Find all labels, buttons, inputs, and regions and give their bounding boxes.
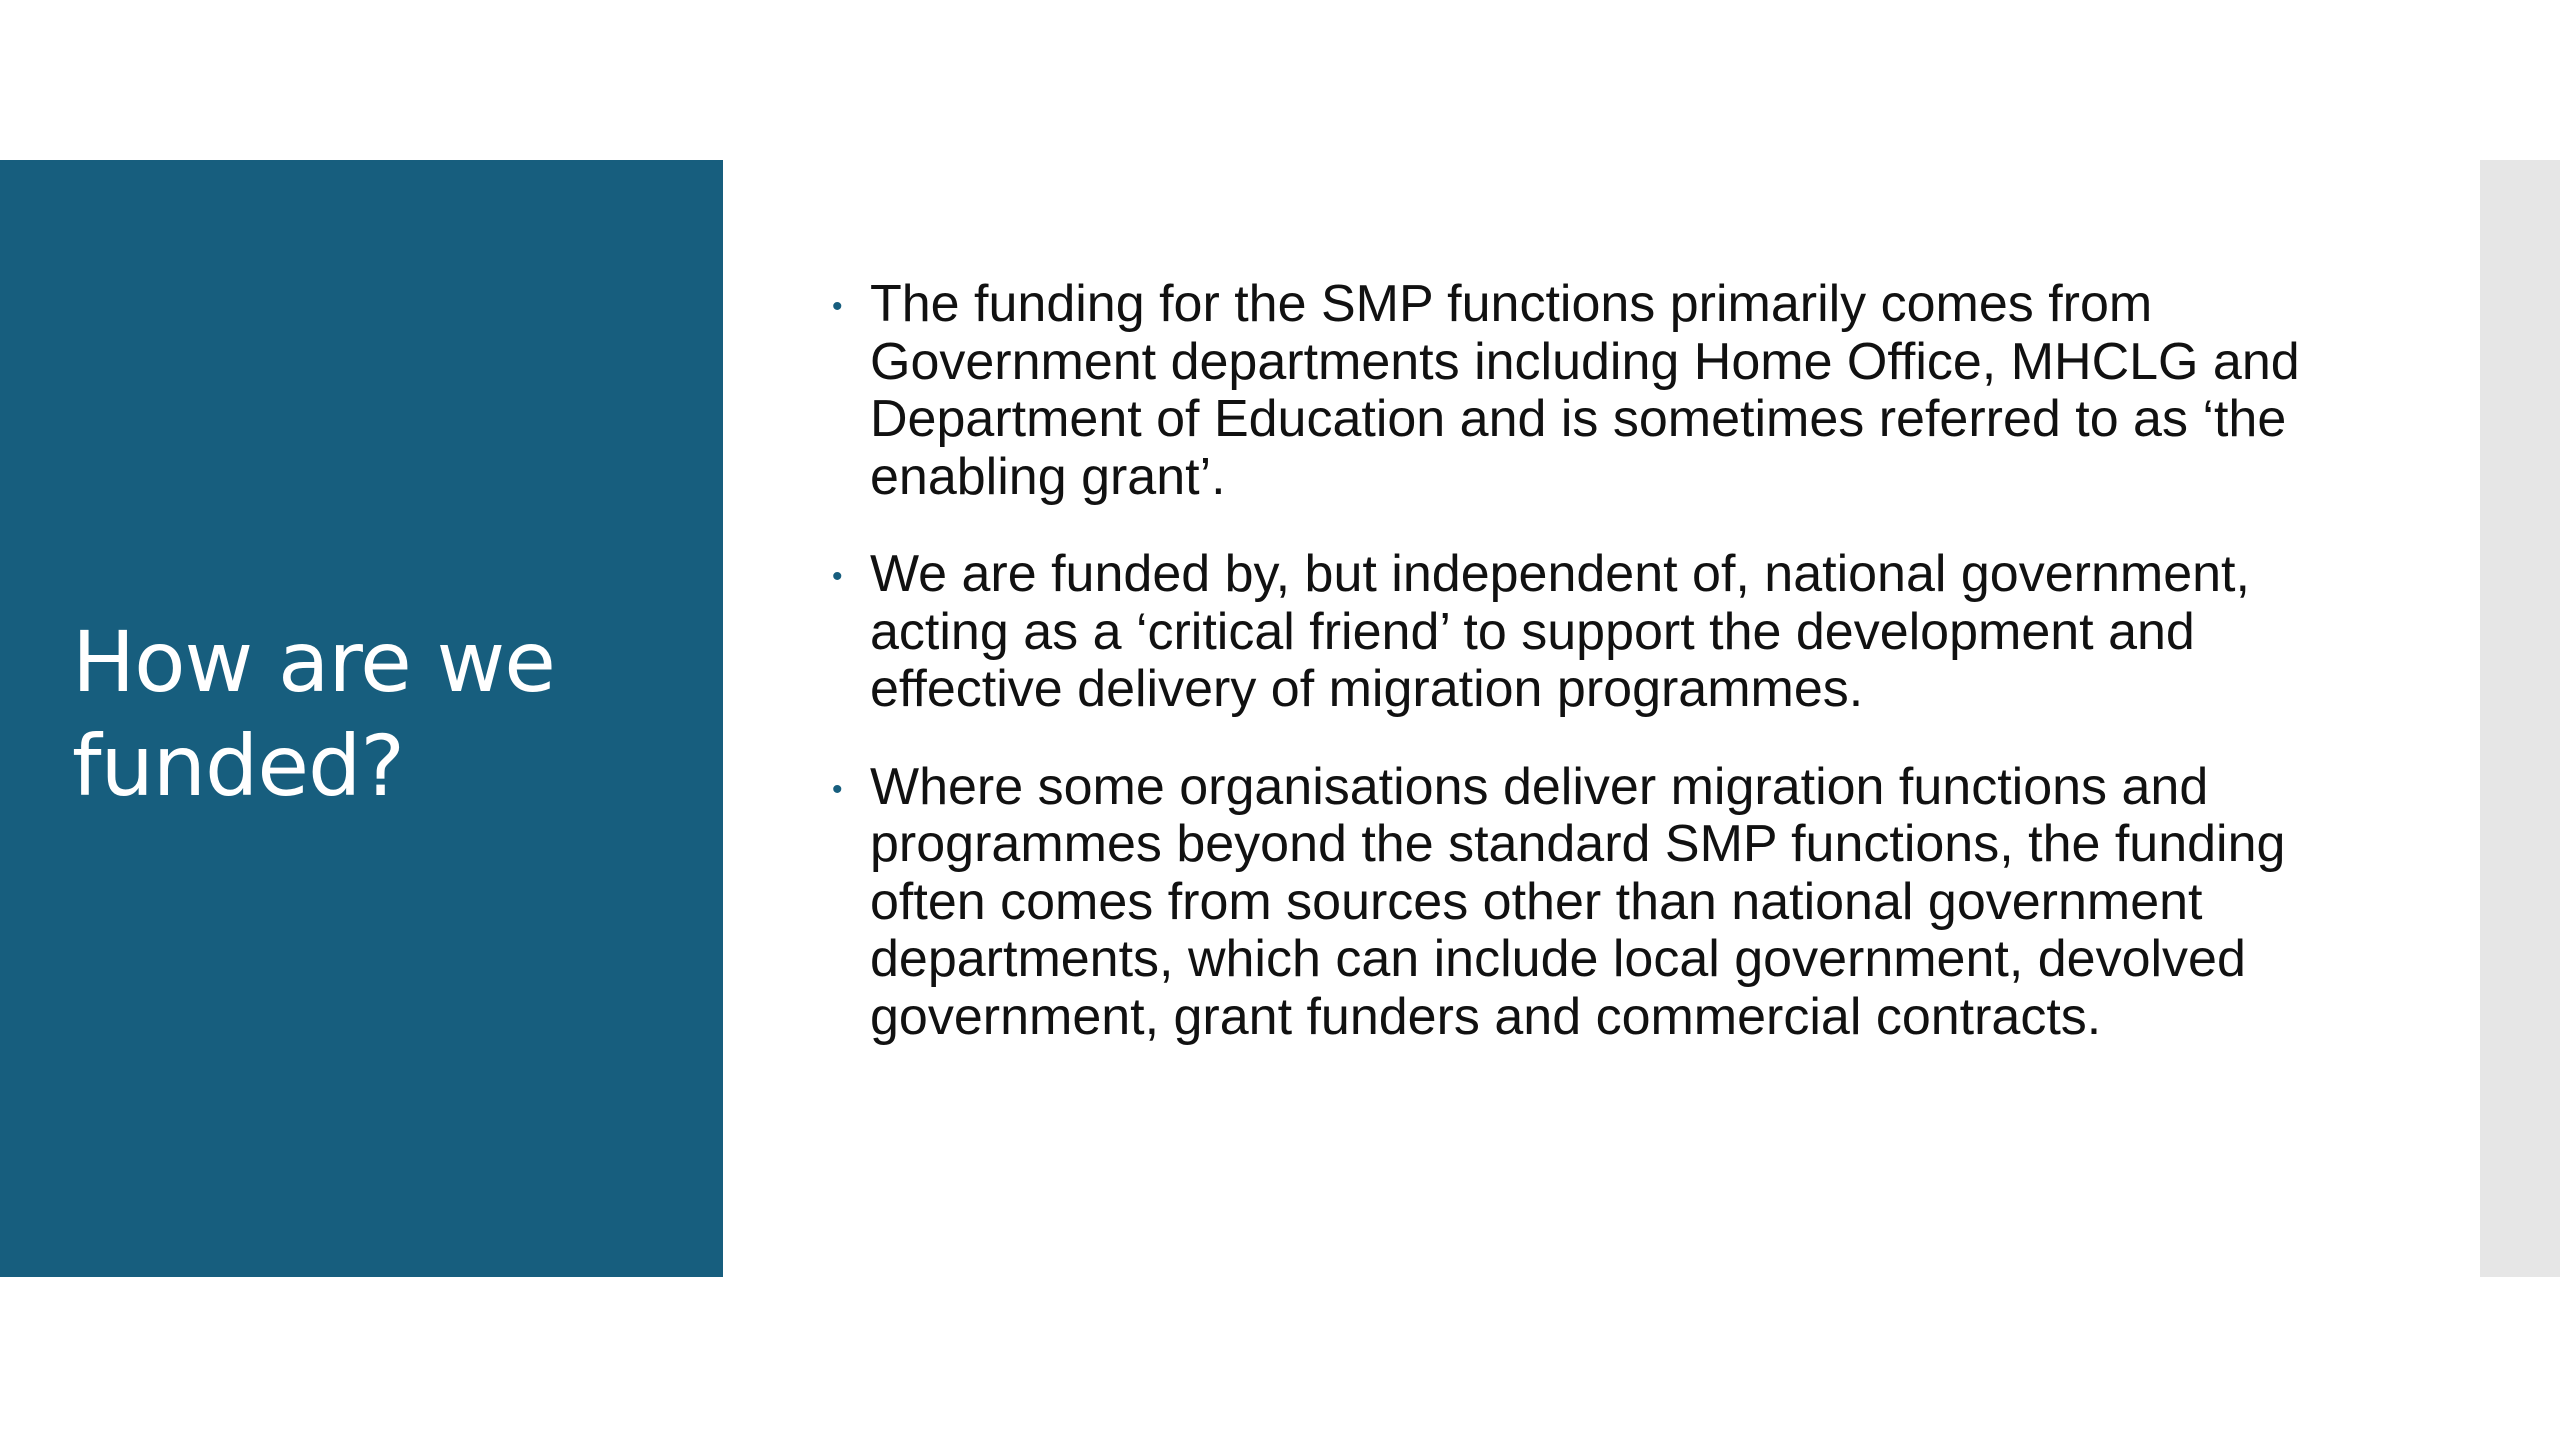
bullet-item [830,276,2390,506]
bullet-text: We are funded by, but independent of, national government, acting as a ‘critical friend’ to support the development and effective delivery of migration programmes. [870,545,2250,718]
bullet-dot-icon: • [832,290,843,323]
bullet-text: Where some organisations deliver migration functions and programmes beyond the standard SMP functions, the funding often comes from sources other than national government departments, which can include local government, devolved government, grant funders and commercial contracts. [870,757,2286,1046]
bullet-dot-icon: • [832,772,843,806]
bullet-item [830,546,2390,719]
bullet-list [830,276,2390,1086]
slide-title: How are we funded? [72,613,555,815]
bullet-item [830,759,2390,1047]
bullet-text: The funding for the SMP functions primarily comes from Government departments including Home Office, MHCLG and Department of Education and is sometimes referred to as ‘the enabling grant’. [870,275,2300,506]
side-strip [2480,160,2560,1277]
bullet-dot-icon: • [832,560,843,593]
